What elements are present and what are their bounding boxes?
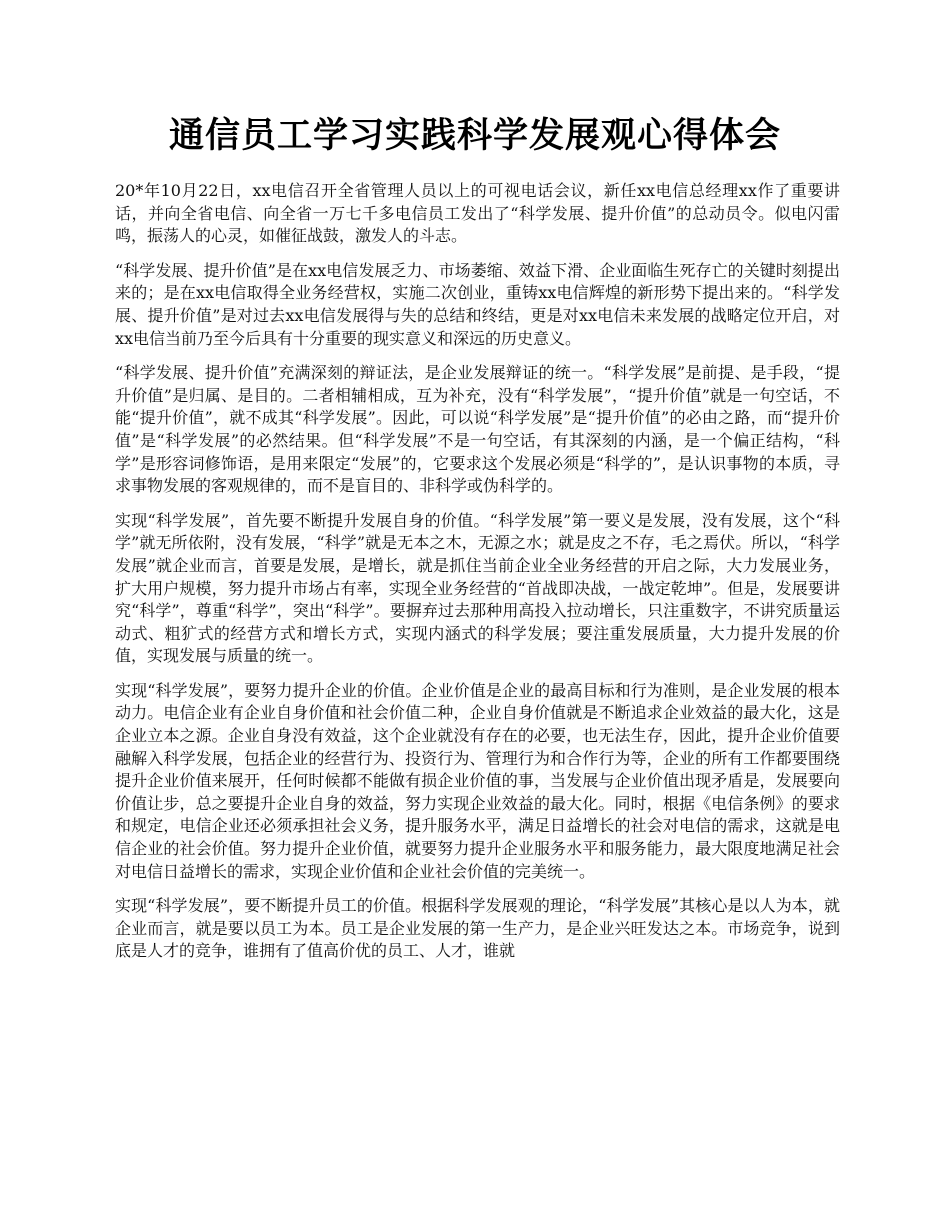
paragraph-3: “科学发展、提升价值”充满深刻的辩证法，是企业发展辩证的统一。“科学发展”是前提、是手段，“提升价值”是归属、是目的。二者相辅相成，互为补充，没有“科学发展”，“提升价值”就是一句空话，不能“提升价值”，就不成其“科学发展”。因此，可以说“科学发展”是“提升价值”的必由之路，而“提升价值”是“科学发展”的必然结果。但“科学发展”不是一句空话，有其深刻的内涵，是一个偏正结构，“科学”是形容词修饰语，是用来限定“发展”的，它要求这个发展必须是“科学的”，是认识事物的本质，寻求事物发展的客观规律的，而不是盲目的、非科学或伪科学的。 (115, 363, 840, 496)
paragraph-2: “科学发展、提升价值”是在xx电信发展乏力、市场萎缩、效益下滑、企业面临生死存亡的关键时刻提出来的；是在xx电信取得全业务经营权，实施二次创业，重铸xx电信辉煌的新形势下提出来的。“科学发展、提升价值”是对过去xx电信发展得与失的总结和终结，更是对xx电信未来发展的战略定位开启，对xx电信当前乃至今后具有十分重要的现实意义和深远的历史意义。 (115, 260, 840, 348)
paragraph-6: 实现“科学发展”，要不断提升员工的价值。根据科学发展观的理论，“科学发展”其核心是以人为本，就企业而言，就是要以员工为本。员工是企业发展的第一生产力，是企业兴旺发达之本。市场竞争，说到底是人才的竞争，谁拥有了值高价优的员工、人才，谁就 (115, 896, 840, 961)
paragraph-4: 实现“科学发展”，首先要不断提升发展自身的价值。“科学发展”第一要义是发展，没有发展，这个“科学”就无所依附，没有发展，“科学”就是无本之木，无源之水；就是皮之不存，毛之焉伏。所以，“科学发展”就企业而言，首要是发展，是增长，就是抓住当前企业全业务经营的开启之际，大力发展业务，扩大用户规模，努力提升市场占有率，实现全业务经营的“首战即决战，一战定乾坤”。但是，发展要讲究“科学”，尊重“科学”，突出“科学”。要摒弃过去那种用高投入拉动增长，只注重数字，不讲究质量运动式、粗犷式的经营方式和增长方式，实现内涵式的科学发展；要注重发展质量，大力提升发展的价值，实现发展与质量的统一。 (115, 510, 840, 666)
document-title: 通信员工学习实践科学发展观心得体会 (168, 116, 781, 156)
document-body (115, 180, 840, 975)
paragraph-1: 20*年10月22日，xx电信召开全省管理人员以上的可视电话会议，新任xx电信总经理xx作了重要讲话，并向全省电信、向全省一万七千多电信员工发出了“科学发展、提升价值”的总动员令。似电闪雷鸣，振荡人的心灵，如催征战鼓，激发人的斗志。 (115, 181, 840, 246)
paragraph-5: 实现“科学发展”，要努力提升企业的价值。企业价值是企业的最高目标和行为准则，是企业发展的根本动力。电信企业有企业自身价值和社会价值二种，企业自身价值就是不断追求企业效益的最大化，这是企业立本之源。企业自身没有效益，这个企业就没有存在的必要，也无法生存，因此，提升企业价值要融解入科学发展，包括企业的经营行为、投资行为、管理行为和合作行为等，企业的所有工作都要围绕提升企业价值来展开，任何时候都不能做有损企业价值的事，当发展与企业价值出现矛盾是，发展要向价值让步，总之要提升企业自身的效益，努力实现企业效益的最大化。同时，根据《电信条例》的要求和规定，电信企业还必须承担社会义务，提升服务水平，满足日益增长的社会对电信的需求，这就是电信企业的社会价值。努力提升企业价值，就要努力提升企业服务水平和服务能力，最大限度地满足社会对电信日益增长的需求，实现企业价值和企业社会价值的完美统一。 (115, 680, 840, 881)
